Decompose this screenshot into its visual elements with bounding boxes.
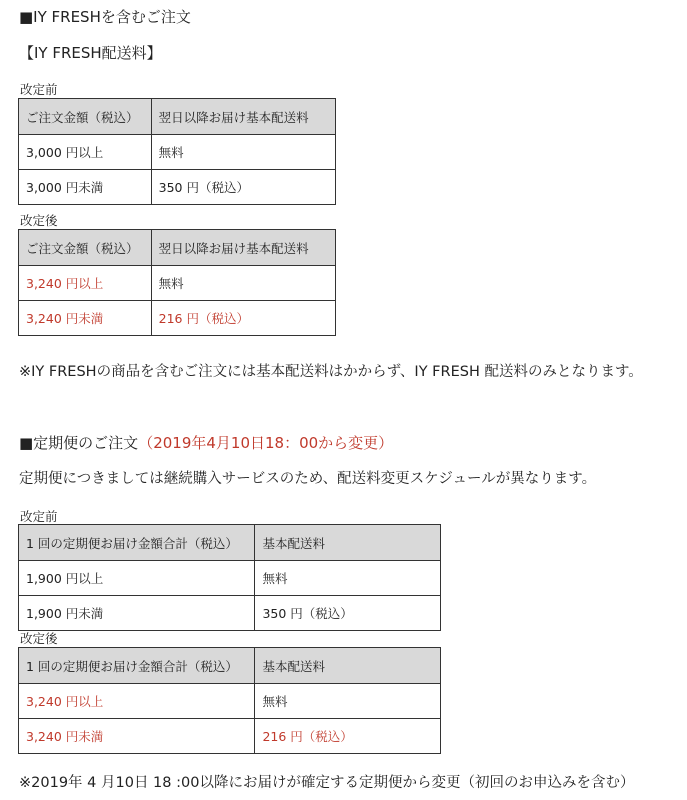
table-header-cell: 翌日以降お届け基本配送料 <box>151 99 335 135</box>
section1-note: ※IY FRESHの商品を含むご注文には基本配送料はかからず、IY FRESH 配送料のみとなります。 <box>19 364 643 380</box>
section1-before-table <box>18 98 336 205</box>
table-cell: 216 円（税込） <box>255 719 441 754</box>
section2-heading <box>19 432 393 453</box>
section1-after-label: 改定後 <box>20 213 58 228</box>
section1-subheading: 【IY FRESH配送料】 <box>19 44 162 62</box>
table-row <box>19 135 336 170</box>
section2-heading-date: （2019年4月10日18：00から変更） <box>138 434 394 452</box>
table-header-cell: 翌日以降お届け基本配送料 <box>151 230 335 266</box>
table-row <box>19 301 336 336</box>
table-cell: 216 円（税込） <box>151 301 335 336</box>
section2-heading-text: ■定期便のご注文 <box>19 434 139 452</box>
table-cell: 3,240 円未満 <box>19 301 152 336</box>
table-cell: 無料 <box>151 135 335 170</box>
section2-after-table <box>18 647 441 754</box>
table-row <box>19 596 441 631</box>
table-header-cell: 1 回の定期便お届け金額合計（税込） <box>19 525 255 561</box>
table-row <box>19 719 441 754</box>
table-header-row <box>19 99 336 135</box>
table-cell: 3,240 円以上 <box>19 684 255 719</box>
table-row <box>19 561 441 596</box>
table-row <box>19 170 336 205</box>
section2-before-label: 改定前 <box>20 509 58 524</box>
section2-before-table <box>18 524 441 631</box>
table-header-cell: 1 回の定期便お届け金額合計（税込） <box>19 648 255 684</box>
table-cell: 無料 <box>255 684 441 719</box>
table-header-cell: 基本配送料 <box>255 648 441 684</box>
table-cell: 3,000 円以上 <box>19 135 152 170</box>
table-row <box>19 684 441 719</box>
table-header-row <box>19 525 441 561</box>
section1-after-table <box>18 229 336 336</box>
table-cell: 3,240 円以上 <box>19 266 152 301</box>
table-header-cell: ご注文金額（税込） <box>19 99 152 135</box>
table-cell: 無料 <box>255 561 441 596</box>
section2-after-label: 改定後 <box>20 631 58 646</box>
table-cell: 350 円（税込） <box>151 170 335 205</box>
section1-before-label: 改定前 <box>20 82 58 97</box>
section1-heading: ■IY FRESHを含むご注文 <box>19 8 191 26</box>
table-cell: 1,900 円以上 <box>19 561 255 596</box>
table-cell: 3,000 円未満 <box>19 170 152 205</box>
table-row <box>19 266 336 301</box>
table-cell: 350 円（税込） <box>255 596 441 631</box>
section2-description: 定期便につきましては継続購入サービスのため、配送料変更スケジュールが異なります。 <box>19 471 597 487</box>
section2-note: ※2019年 4 月10日 18 :00以降にお届けが確定する定期便から変更（初回のお申込みを含む） <box>19 775 635 791</box>
table-cell: 1,900 円未満 <box>19 596 255 631</box>
table-header-cell: ご注文金額（税込） <box>19 230 152 266</box>
table-cell: 無料 <box>151 266 335 301</box>
table-header-row <box>19 230 336 266</box>
table-header-cell: 基本配送料 <box>255 525 441 561</box>
table-cell: 3,240 円未満 <box>19 719 255 754</box>
table-header-row <box>19 648 441 684</box>
